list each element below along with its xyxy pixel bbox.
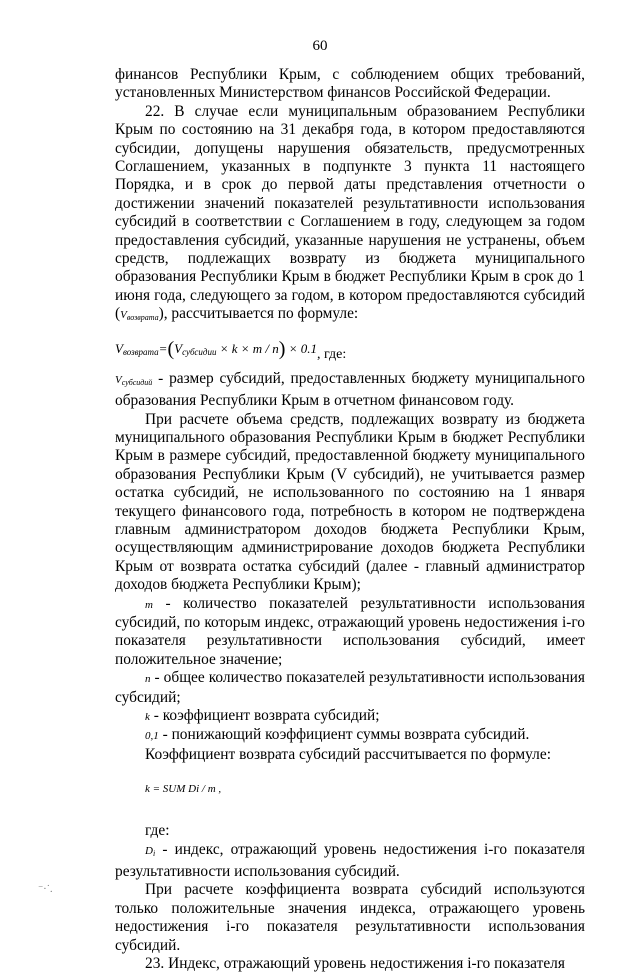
formula-return-volume: $V_{возврата}=(V_{субсидии} \times k \times m / n) \times 0.1$, где: [115, 337, 347, 362]
definition-0-1: 0,1 - понижающий коэффициент суммы возврата субсидий. [145, 726, 530, 744]
paragraph-positive-values: При расчете коэффициента возврата субсидий используются только положительные значения индекса, отражающего уровень недостижения i-го показателя результативности использования субсидий. [115, 881, 585, 954]
document-body [115, 66, 585, 973]
formula-coefficient: k = SUM Di / m , [145, 783, 222, 796]
paragraph-22-tail: ), рассчитывается по формуле: [158, 305, 359, 323]
paragraph-calculation: При расчете объема средств, подлежащих возврату из бюджета муниципального образования Республики Крым в бюджет Республики Крым в размере субсидий, предоставленной бюджету муниципального образования Республики Крым (V субсидий), не учитывается размер остатка субсидий, не использованного по состоянию на 1 января текущего финансового года, потребность в котором не подтверждена главным администратором доходов бюджета Республики Крым, осуществляющим администрирование доходов бюджета Республики Крым от возврата остатка субсидий (далее - главный администратор доходов бюджета Республики Крым); [115, 410, 585, 594]
where-label: где: [145, 822, 170, 840]
paragraph-22 [115, 103, 585, 328]
margin-mark: ⁻·˙. [38, 884, 53, 895]
paragraph-23: 23. Индекс, отражающий уровень недостижения i-го показателя [145, 955, 565, 973]
definition-m: m - количество показателей результативности использования субсидий, по которым индекс, отражающий уровень недостижения i-го показателя результативности использования субсидий, имеет положительное значение; [115, 594, 585, 668]
paragraph-22-text: 22. В случае если муниципальным образованием Республики Крым по состоянию на 31 декабря года, в котором предоставляются субсидии, допущены нарушения обязательств, предусмотренных Соглашением, указанных в подпункте 3 пункта 11 настоящего Порядка, и в срок до первой даты представления отчетности о достижении значений показателей результативности использования субсидий в соответствии с Соглашением в году, следующем за годом предоставления субсидий, указанные нарушения не устранены, объем средств, подлежащих возврату из бюджета муниципального образования Республики Крым в бюджет Республики Крым в срок до 1 июня года, следующего за годом, в котором предоставляются субсидий ( [115, 102, 585, 323]
paragraph-coefficient: Коэффициент возврата субсидий рассчитывается по формуле: [145, 745, 551, 763]
definition-n: n - общее количество показателей результативности использования субсидий; [115, 669, 585, 706]
definition-k: k - коэффициент возврата субсидий; [145, 707, 380, 724]
paragraph-1: финансов Республики Крым, с соблюдением общих требований, установленных Министерством финансов Российской Федерации. [115, 66, 585, 102]
page-number: 60 [312, 38, 328, 54]
definition-v-subsidy: $V_{субсидий}$ - размер субсидий, предоставленных бюджету муниципального образования Республики Крым в отчетном финансовом году. [115, 369, 585, 410]
v-return-symbol: $V_{возврата}$ [120, 309, 159, 323]
definition-d: $D_i$ - индекс, отражающий уровень недостижения i-го показателя результативности использования субсидий. [115, 840, 585, 881]
